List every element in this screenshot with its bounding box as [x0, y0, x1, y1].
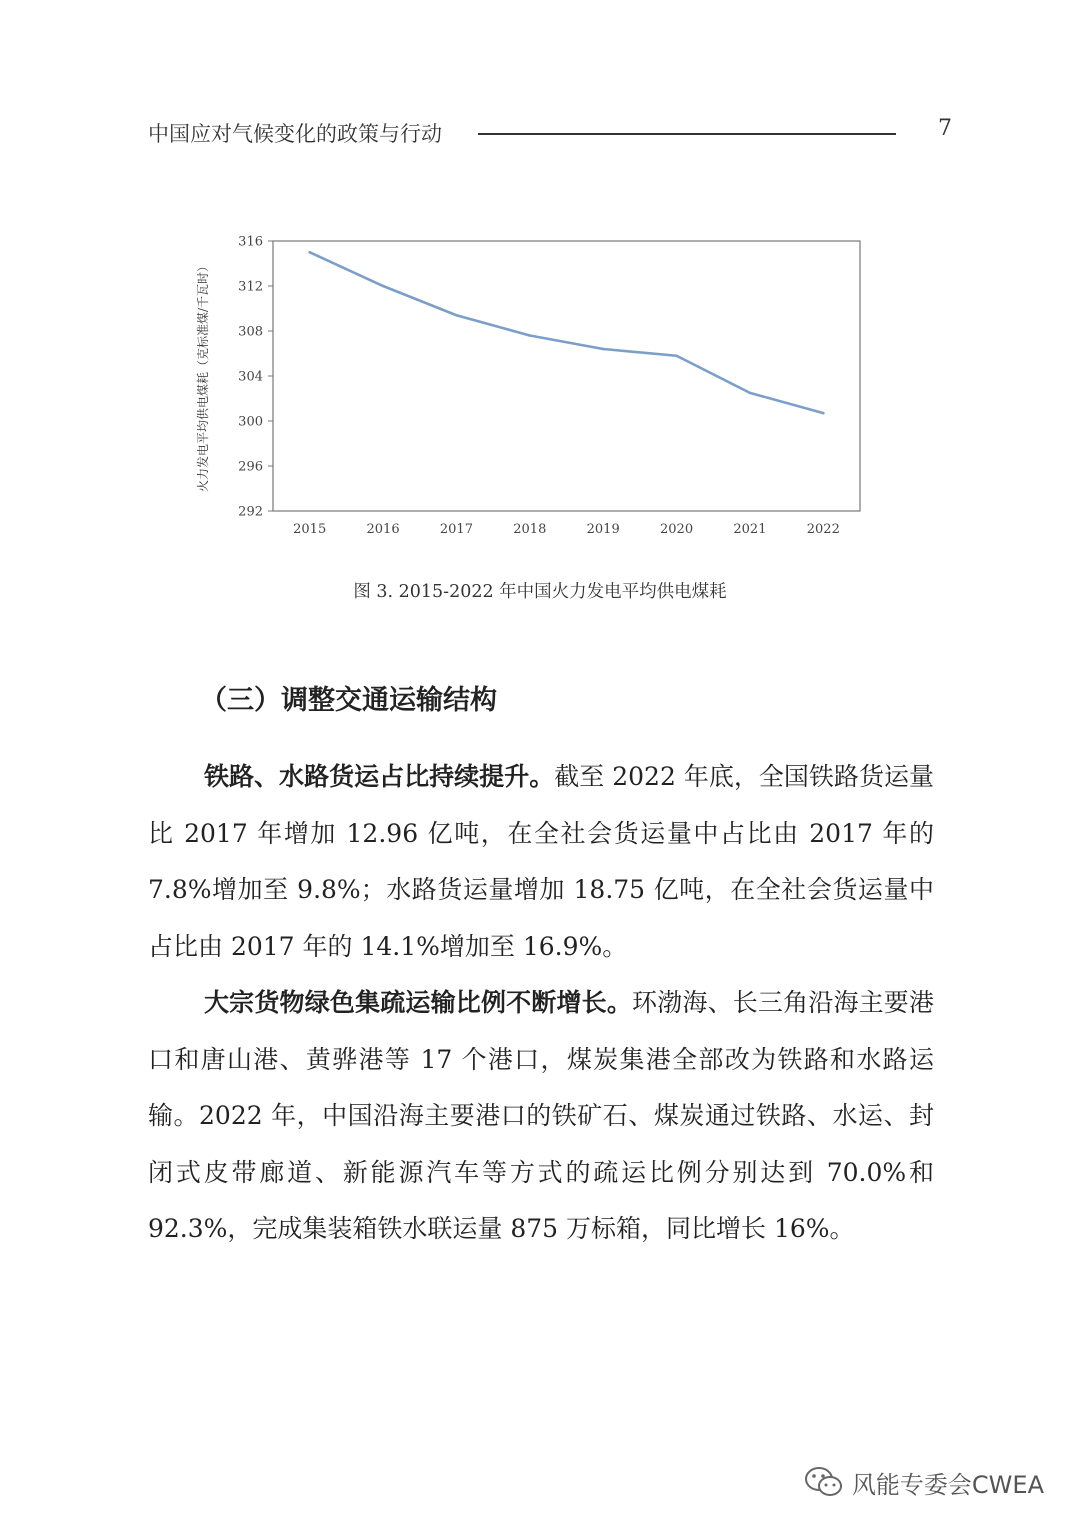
- watermark: [804, 1462, 1044, 1502]
- paragraph-lead: 铁路、水路货运占比持续提升。: [204, 762, 555, 791]
- y-tick-label: 308: [238, 324, 263, 340]
- header-title: 中国应对气候变化的政策与行动: [148, 122, 442, 146]
- page-header: [148, 116, 952, 152]
- paragraph-bulk-cargo: [148, 975, 934, 1258]
- data-point: [675, 354, 678, 357]
- data-point: [308, 251, 311, 254]
- y-tick-label: 316: [238, 234, 263, 250]
- x-tick-label: 2022: [806, 522, 840, 537]
- wechat-icon: [804, 1465, 844, 1499]
- plot-frame: [273, 241, 860, 511]
- header-rule: [478, 133, 896, 135]
- y-axis-ticks: [238, 235, 273, 520]
- watermark-text: 风能专委会CWEA: [851, 1470, 1044, 1499]
- data-point: [602, 348, 605, 351]
- y-tick-label: 292: [238, 504, 263, 520]
- y-tick-label: 304: [238, 369, 263, 385]
- data-point: [455, 314, 458, 317]
- paragraph-lead: 大宗货物绿色集疏运输比例不断增长。: [204, 988, 633, 1017]
- paragraph-body: 截至 2022 年底，全国铁路货运量比 2017 年增加 12.96 亿吨，在全社会货运量中占比由 2017 年的 7.8%增加至 9.8%；水路货运量增加 18.75 亿吨，在全社会货运量中占比由 2017 年的 14.1%增加至 16.9%。: [148, 762, 934, 961]
- y-tick-label: 312: [238, 279, 263, 295]
- x-tick-label: 2020: [660, 522, 694, 537]
- y-axis-label: 火力发电平均供电煤耗（克标准煤/千瓦时）: [196, 259, 210, 493]
- x-axis-ticks: [293, 522, 840, 537]
- y-tick-label: 296: [238, 459, 263, 475]
- y-tick-label: 300: [238, 414, 263, 430]
- x-tick-label: 2019: [586, 522, 620, 537]
- paragraph-rail-water-freight: [148, 749, 934, 975]
- x-tick-label: 2017: [439, 522, 473, 537]
- data-point: [749, 392, 752, 395]
- x-tick-label: 2021: [733, 522, 767, 537]
- data-point: [822, 412, 825, 415]
- data-point: [529, 334, 532, 337]
- series-layer: [308, 251, 824, 414]
- x-tick-label: 2016: [366, 522, 400, 537]
- series-line-0: [310, 252, 824, 413]
- x-tick-label: 2015: [293, 522, 327, 537]
- paragraph-body: 环渤海、长三角沿海主要港口和唐山港、黄骅港等 17 个港口，煤炭集港全部改为铁路和水路运输。2022 年，中国沿海主要港口的铁矿石、煤炭通过铁路、水运、封闭式皮带廊道、新能源汽车等方式的疏运比例分别达到 70.0%和 92.3%，完成集装箱铁水联运量 875 万标箱，同比增长 16%。: [148, 988, 934, 1243]
- x-tick-label: 2018: [513, 522, 547, 537]
- section-title: （三）调整交通运输结构: [200, 685, 497, 716]
- figure-caption: 图 3. 2015-2022 年中国火力发电平均供电煤耗: [353, 582, 727, 602]
- coal-consumption-chart: [180, 225, 880, 555]
- page-number: 7: [938, 116, 952, 141]
- chart-svg: [180, 225, 880, 555]
- data-point: [382, 285, 385, 288]
